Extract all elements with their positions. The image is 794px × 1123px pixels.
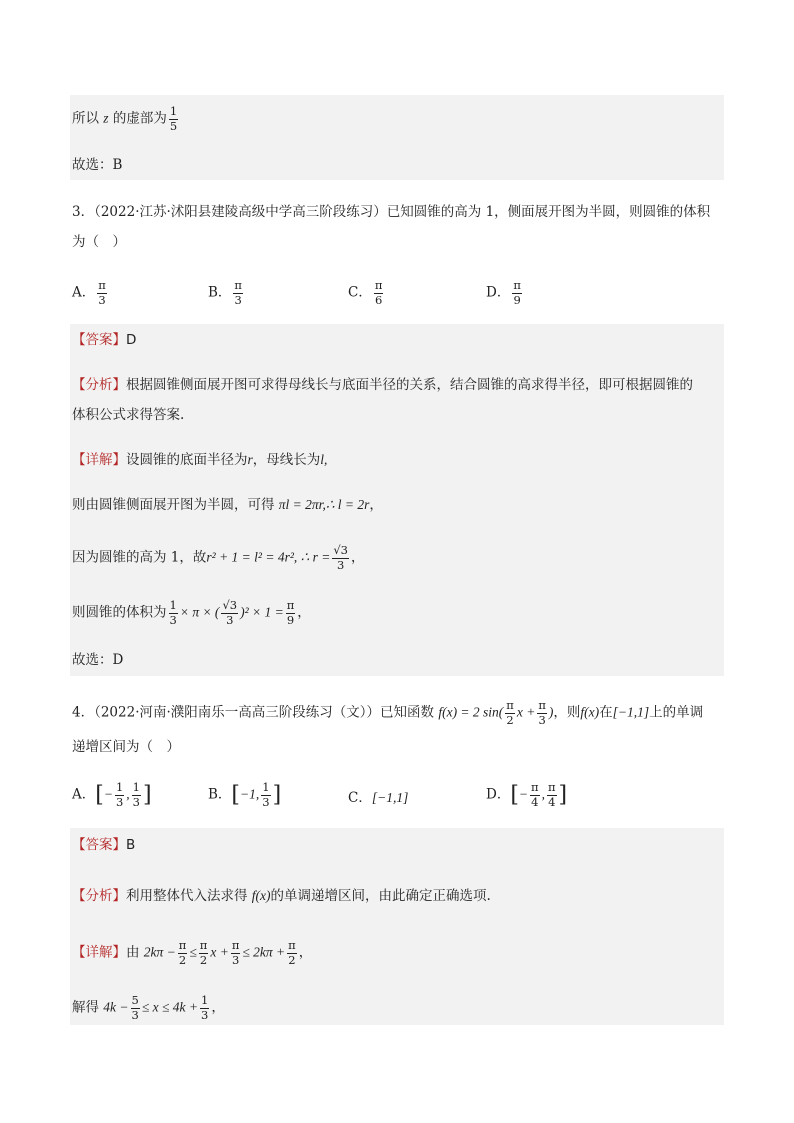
analysis-tag: 【分析】 <box>72 888 126 904</box>
q3-detail-line2: 则由圆锥侧面展开图为半圆，可得 πl = 2πr,∴ l = 2r， <box>72 497 383 513</box>
answer-tag: 【答案】 <box>72 332 126 348</box>
q3-option-a[interactable]: A． $\frac{\pi}{3}$ <box>72 278 106 307</box>
q3-option-d[interactable]: D． $\frac{\pi}{9}$ <box>486 278 521 307</box>
q4-stem-line1: 4．（2022·河南·濮阳南乐一高高三阶段练习（文））已知函数 f(x) = 2 sin( $\frac{\pi}{2}$ x + $\frac{\pi}{3}$ )，则f(x)在[−1,1]上的单调 <box>72 698 704 727</box>
q3-detail-line4: 则圆锥的体积为 $\frac{1}{3}$ × π × ( $\frac{√3}{3}$ )² × 1 = $\frac{\pi}{9}$ ， <box>72 598 311 627</box>
q4-option-b[interactable]: B．[−1, $\frac{1}{3}$ ] <box>208 780 282 809</box>
q3-analysis-line2: 体积公式求得答案. <box>72 407 185 423</box>
q3-stem-line2: 为（ ） <box>72 234 126 250</box>
q3-stem-line1: 3．（2022·江苏·沭阳县建陵高级中学高三阶段练习）已知圆锥的高为 1，侧面展开图为半圆，则圆锥的体积 <box>72 204 711 220</box>
q3-answer: 【答案】D <box>72 332 137 348</box>
q4-stem-line2: 递增区间为（ ） <box>72 739 180 755</box>
q4-detail: 【详解】由 2kπ − $\frac{\pi}{2}$ ≤ $\frac{\pi}{2}$ x + $\frac{\pi}{3}$ ≤ 2kπ + $\frac{\pi}{2}$ ， <box>72 938 313 967</box>
q3-detail-line1: 【详解】设圆锥的底面半径为r，母线长为l, <box>72 452 328 468</box>
q4-option-a[interactable]: A．[− $\frac{1}{3}$ , $\frac{1}{3}$ ] <box>72 780 152 809</box>
answer-tag: 【答案】 <box>72 837 126 853</box>
q3-choice: 故选：D <box>72 652 124 668</box>
prev-choice: 故选：B <box>72 157 123 173</box>
q4-answer: 【答案】B <box>72 837 136 853</box>
detail-tag: 【详解】 <box>72 944 126 961</box>
q3-option-c[interactable]: C． $\frac{\pi}{6}$ <box>348 278 383 307</box>
prev-imaginary-line: 所以 z 的虚部为 $\frac{1}{5}$ <box>72 104 178 133</box>
q3-option-b[interactable]: B． $\frac{\pi}{3}$ <box>208 278 242 307</box>
q4-analysis: 【分析】利用整体代入法求得 f(x)的单调递增区间，由此确定正确选项. <box>72 888 491 904</box>
q3-detail-line3: 因为圆锥的高为 1，故r² + 1 = l² = 4r², ∴ r = $\frac{√3}{3}$ ， <box>72 543 365 572</box>
q4-option-c[interactable]: C．[−1,1] <box>348 790 409 806</box>
q4-option-d[interactable]: D．[− $\frac{\pi}{4}$ , $\frac{\pi}{4}$ ] <box>486 780 568 809</box>
q3-analysis-line1: 【分析】根据圆锥侧面展开图可求得母线长与底面半径的关系，结合圆锥的高求得半径，即可根据圆锥的 <box>72 377 693 393</box>
analysis-tag: 【分析】 <box>72 377 126 393</box>
detail-tag: 【详解】 <box>72 452 126 468</box>
fraction: $\frac{1}{5}$ <box>169 104 178 133</box>
q4-solve: 解得 4k − $\frac{5}{3}$ ≤ x ≤ 4k + $\frac{1}{3}$ ， <box>72 993 225 1022</box>
